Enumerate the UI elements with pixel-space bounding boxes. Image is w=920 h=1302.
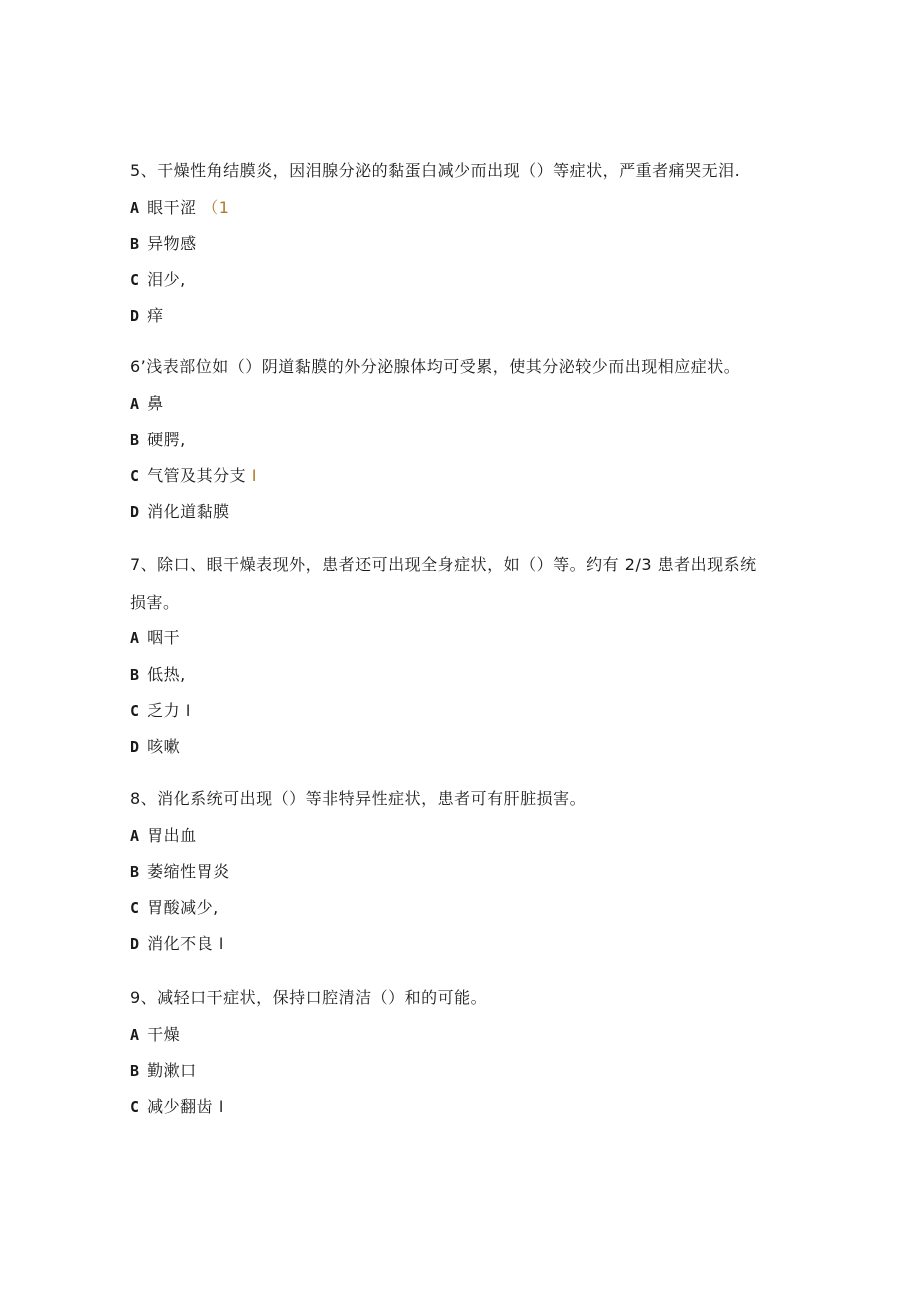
option-key: D — [130, 307, 140, 325]
option-key: B — [130, 235, 140, 253]
option-key: A — [130, 827, 140, 845]
question-7-option-a — [130, 628, 180, 648]
option-key: A — [130, 1026, 140, 1044]
option-mark: （1 — [202, 198, 230, 217]
option-text: 咽干 — [147, 628, 181, 647]
question-7-option-c — [130, 701, 191, 721]
option-key: D — [130, 738, 140, 756]
option-key: C — [130, 271, 140, 289]
question-5-option-a — [130, 198, 229, 218]
question-7-option-b — [130, 665, 186, 685]
option-text: 胃酸减少, — [147, 898, 219, 917]
option-text: 咳嗽 — [147, 737, 181, 756]
question-9-stem: 9、减轻口干症状，保持口腔清洁（）和的可能。 — [130, 988, 488, 1007]
option-text: 泪少, — [147, 270, 186, 289]
question-8-option-a — [130, 826, 197, 846]
question-8-option-d — [130, 934, 224, 954]
option-text: 干燥 — [147, 1025, 181, 1044]
question-6-stem: 6’浅表部位如（）阴道黏膜的外分泌腺体均可受累，使其分泌较少而出现相应症状。 — [130, 357, 741, 376]
option-text: 气管及其分支 — [147, 466, 247, 485]
question-8-option-b — [130, 862, 230, 882]
option-mark: I — [185, 701, 191, 720]
option-mark: I — [218, 934, 224, 953]
question-5-option-b — [130, 234, 197, 254]
option-key: B — [130, 1062, 140, 1080]
option-text: 勤漱口 — [147, 1061, 197, 1080]
option-key: B — [130, 431, 140, 449]
option-text: 异物感 — [147, 234, 197, 253]
option-key: B — [130, 666, 140, 684]
question-5-option-c — [130, 270, 186, 290]
option-key: D — [130, 503, 140, 521]
question-7-option-d — [130, 737, 180, 757]
option-text: 低热, — [147, 665, 186, 684]
option-text: 眼干涩 — [147, 198, 197, 217]
option-key: D — [130, 935, 140, 953]
question-9-option-c — [130, 1097, 224, 1117]
option-text: 消化道黏膜 — [147, 502, 230, 521]
question-6-option-d — [130, 502, 230, 522]
question-9-option-a — [130, 1025, 180, 1045]
option-text: 减少翻齿 — [147, 1097, 214, 1116]
option-key: C — [130, 1098, 140, 1116]
question-6-option-a — [130, 394, 164, 414]
question-5-option-d — [130, 306, 164, 326]
option-text: 乏力 — [147, 701, 181, 720]
option-key: A — [130, 395, 140, 413]
option-text: 消化不良 — [147, 934, 214, 953]
option-text: 萎缩性胃炎 — [147, 862, 230, 881]
option-mark: I — [218, 1097, 224, 1116]
option-key: B — [130, 863, 140, 881]
question-6-option-b — [130, 430, 186, 450]
option-text: 痒 — [147, 306, 164, 325]
option-key: C — [130, 899, 140, 917]
option-key: C — [130, 702, 140, 720]
question-5-stem: 5、干燥性角结膜炎，因泪腺分泌的黏蛋白减少而出现（）等症状，严重者痛哭无泪. — [130, 161, 741, 180]
question-8-option-c — [130, 898, 219, 918]
option-text: 硬腭, — [147, 430, 186, 449]
option-key: A — [130, 629, 140, 647]
question-7-stem-line-2: 损害。 — [130, 593, 180, 612]
option-key: A — [130, 199, 140, 217]
question-7-stem-line-1: 7、除口、眼干燥表现外，患者还可出现全身症状，如（）等。约有 2/3 患者出现系统 — [130, 555, 757, 574]
option-mark: I — [251, 466, 257, 485]
question-8-stem: 8、消化系统可出现（）等非特异性症状，患者可有肝脏损害。 — [130, 789, 587, 808]
question-6-option-c — [130, 466, 257, 486]
option-text: 鼻 — [147, 394, 164, 413]
question-9-option-b — [130, 1061, 197, 1081]
option-text: 胃出血 — [147, 826, 197, 845]
option-key: C — [130, 467, 140, 485]
